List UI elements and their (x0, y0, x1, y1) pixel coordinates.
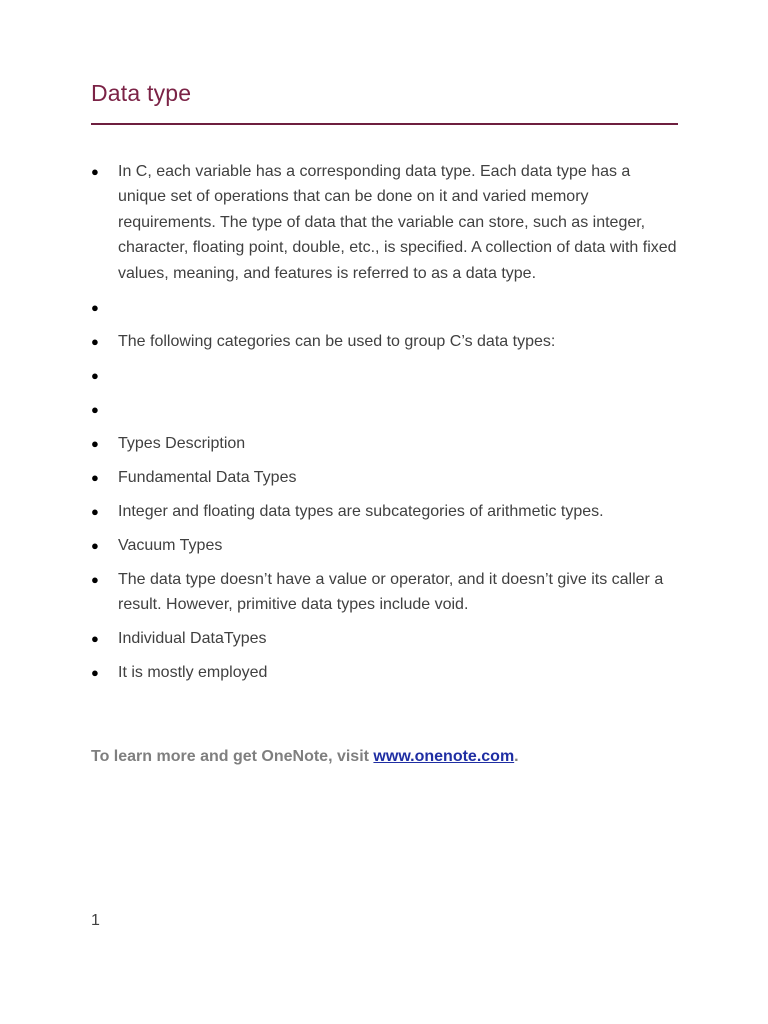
list-item (91, 329, 681, 354)
list-item (91, 626, 681, 651)
bullet-icon: ● (91, 630, 99, 646)
list-item (91, 499, 681, 524)
bullet-icon: ● (91, 367, 99, 383)
footer-suffix-text: . (514, 748, 519, 765)
title-divider (91, 123, 678, 125)
bullet-icon: ● (91, 664, 99, 680)
list-item (91, 397, 681, 422)
bullet-icon: ● (91, 435, 99, 451)
bullet-icon: ● (91, 164, 99, 179)
onenote-footer (91, 744, 519, 769)
bullet-list (91, 159, 681, 694)
bullet-icon: ● (91, 537, 99, 553)
bullet-icon: ● (91, 333, 99, 349)
list-item (91, 567, 681, 618)
list-item (91, 660, 681, 685)
page-number: 1 (91, 912, 100, 929)
bullet-icon: ● (91, 401, 99, 417)
list-item-text: The data type doesn’t have a value or operator, and it doesn’t give its caller a result. However, primitive data types include void. (118, 570, 664, 613)
page-title: Data type (91, 80, 192, 106)
bullet-icon: ● (91, 299, 99, 315)
footer-prefix-text: To learn more and get OneNote, visit (91, 748, 374, 765)
list-item-text: Individual DataTypes (118, 629, 267, 647)
list-item (91, 533, 681, 558)
list-item (91, 295, 681, 320)
bullet-icon: ● (91, 503, 99, 519)
bullet-icon: ● (91, 469, 99, 485)
list-item-text: Types Description (118, 434, 246, 452)
list-item (91, 465, 681, 490)
list-item (91, 363, 681, 388)
bullet-icon: ● (91, 571, 99, 587)
list-item-text: Fundamental Data Types (118, 468, 297, 486)
onenote-link[interactable]: www.onenote.com (373, 748, 515, 765)
list-item-text: Integer and floating data types are subcategories of arithmetic types. (118, 502, 604, 520)
list-item-text: The following categories can be used to group C’s data types: (118, 332, 556, 350)
list-item-text: In C, each variable has a corresponding data type. Each data type has a unique set of operations that can be done on it and varied memory requirements. The type of data that the variable can store, such as integer, character, floating point, double, etc., is specified. A collection of data with fixed values, meaning, and features is referred to as a data type. (118, 163, 677, 282)
list-item (91, 159, 681, 286)
list-item-text: It is mostly employed (118, 663, 268, 681)
list-item (91, 431, 681, 456)
list-item-text: Vacuum Types (118, 536, 223, 554)
